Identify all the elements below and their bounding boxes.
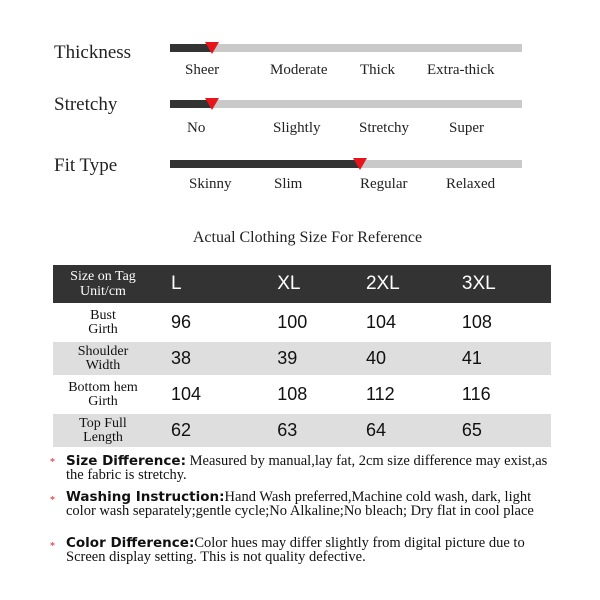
row-label-line: Length [83,429,123,445]
table-title: Actual Clothing Size For Reference [192,229,423,246]
table-cell: 108 [461,312,492,332]
table-row [53,342,551,375]
table-cell: 100 [277,312,308,332]
row-label-line: Girth [88,321,118,337]
row-label [53,378,153,411]
size-header: 2XL [365,273,400,294]
attribute-option: Relaxed [446,176,496,192]
size-header: L [171,273,182,294]
table-cell: 96 [171,312,192,332]
note-title: Color Difference: [66,535,195,551]
note-body: Hand Wash preferred,Machine cold wash, dark, light color wash separately;gentle cycle;No Alkaline;No bleach; Dry flat in cool place [66,489,534,519]
row-label [53,342,153,375]
row-label-line: Top Full [79,415,127,431]
asterisk-icon: * [50,457,55,468]
row-label [53,306,153,339]
header-label-line: Unit/cm [80,284,126,299]
header-label-line: Size on Tag [70,269,136,284]
attribute-fill [170,160,360,168]
table-cell: 65 [458,414,551,447]
table-cell: 38 [153,342,271,375]
table-row [53,378,551,411]
attribute-option: Slightly [273,120,321,136]
table-cell: 40 [360,342,458,375]
table-header-row [53,265,551,303]
table-row [53,414,551,447]
table-cell: 62 [153,414,271,447]
header-label [53,265,153,303]
note-body: Color hues may differ slightly from digital picture due to Screen display setting. This is not quality defective. [66,535,525,565]
attribute-option: Slim [274,176,303,192]
attribute-label: Thickness [54,42,132,63]
attribute-label: Stretchy [54,94,118,115]
attribute-option: Regular [360,176,408,192]
row-label-line: Bust [90,307,116,323]
table-cell: 39 [271,342,360,375]
note-text [66,490,556,518]
row-label-line: Bottom hem [68,379,138,395]
attribute-option: Extra-thick [427,62,495,78]
row-label [53,414,153,447]
row-label-line: Girth [88,393,118,409]
size-table [53,262,551,450]
note-body: Measured by manual,lay fat, 2cm size difference may exist,as the fabric is stretchy. [66,453,548,483]
attribute-option: Stretchy [359,120,409,136]
table-row [53,306,551,339]
table-cell: 108 [277,384,308,404]
table-cell: 112 [365,384,395,404]
table-cell: 41 [458,342,551,375]
marker-icon [205,42,219,54]
attribute-option: Thick [360,62,395,78]
attribute-option: Skinny [189,176,232,192]
attribute-option: Sheer [185,62,220,78]
row-label-line: Width [85,357,121,373]
table-cell: 64 [360,414,458,447]
row-label-line: Shoulder [77,343,129,359]
table-cell: 104 [365,312,396,332]
marker-icon [353,158,367,170]
table-cell: 63 [271,414,360,447]
marker-icon [205,98,219,110]
attribute-option: No [187,120,206,136]
note-title: Washing Instruction: [66,489,225,505]
note-text [66,536,556,564]
table-cell: 104 [171,384,202,404]
attribute-option: Moderate [270,62,328,78]
table-cell: 116 [461,384,491,404]
size-header: XL [277,273,301,294]
attribute-track [170,100,522,108]
attribute-option: Super [449,120,484,136]
attribute-track [170,44,522,52]
note-text [66,454,556,482]
attribute-track [170,160,522,168]
note-title: Size Difference: [66,453,186,469]
asterisk-icon: * [50,495,55,506]
attribute-label: Fit Type [54,155,118,176]
asterisk-icon: * [50,541,55,552]
size-header: 3XL [461,273,496,294]
